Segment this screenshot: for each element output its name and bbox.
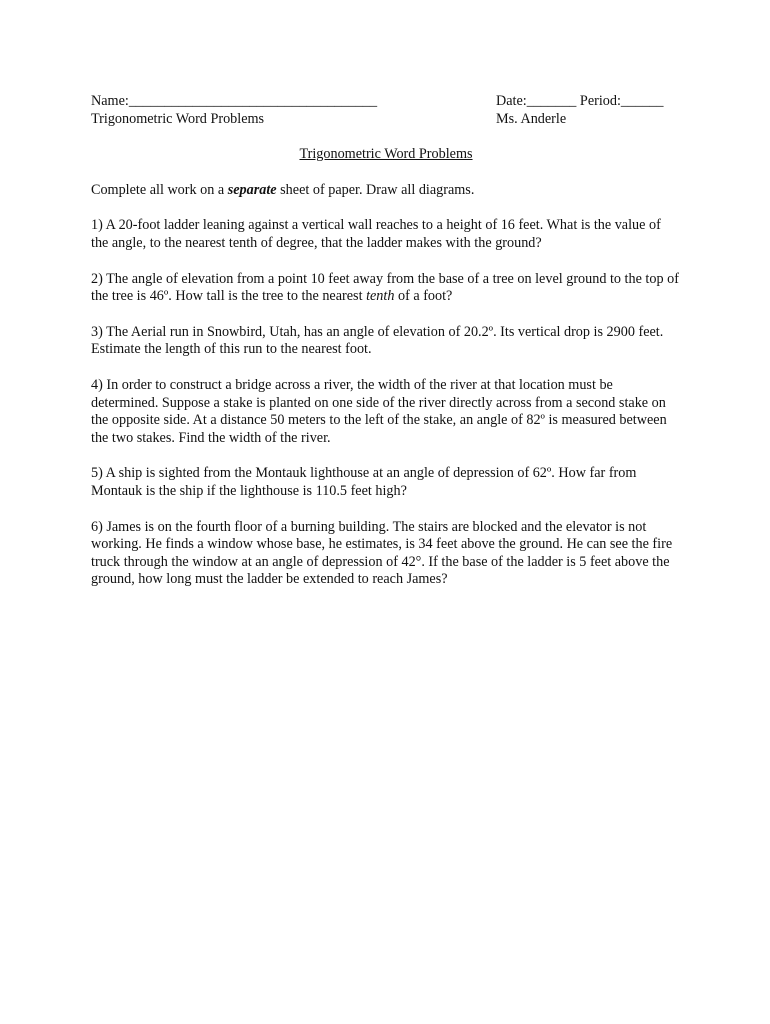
page-title-text: Trigonometric Word Problems [299, 146, 473, 163]
instructions-before: Complete all work on a [91, 181, 228, 198]
problem-5 [91, 465, 681, 500]
problem-text: 1) A 20-foot ladder leaning against a vertical wall reaches to a height of 16 feet. What is the value of the angle, to the nearest tenth of degree, that the ladder makes with the ground? [91, 217, 661, 251]
problem-text: 4) In order to construct a bridge across a river, the width of the river at that location must be determined. Suppose a stake is planted on one side of the river directly across from a second stake on the opposite side. At a distance 50 meters to the left of the stake, an angle of 82º is measured between the two stakes. Find the width of the river. [91, 376, 667, 446]
teacher-name: Ms. Anderle [496, 110, 567, 127]
instructions-emphasis: separate [227, 181, 277, 198]
problem-6 [91, 519, 681, 589]
problem-2-before: 2) The angle of elevation from a point 10 feet away from the base of a tree on level ground to the top of the tree is 46º. How tall is the tree to the nearest [91, 270, 679, 305]
problem-3 [91, 324, 681, 359]
problem-4 [91, 377, 681, 447]
page-title [91, 146, 681, 164]
name-field-label: Name:___________________________________ [91, 93, 378, 109]
problem-1 [91, 217, 681, 252]
problem-text: 5) A ship is sighted from the Montauk lighthouse at an angle of depression of 62º. How far from Montauk is the ship if the lighthouse is 110.5 feet high? [91, 465, 637, 499]
date-period-label: Date:_______ Period:______ [496, 93, 664, 109]
instructions-after: sheet of paper. Draw all diagrams. [276, 181, 475, 198]
instructions-text [91, 182, 681, 200]
instructions [91, 182, 681, 200]
problem-2-after: of a foot? [394, 288, 453, 305]
worksheet-page [91, 93, 681, 589]
problem-text: 3) The Aerial run in Snowbird, Utah, has an angle of elevation of 20.2º. Its vertical drop is 2900 feet. Estimate the length of this run to the nearest foot. [91, 323, 664, 358]
problem-text: 6) James is on the fourth floor of a burning building. The stairs are blocked and the elevator is not working. He finds a window whose base, he estimates, is 34 feet above the ground. He can see the fire truck through the window at an angle of depression of 42°. If the base of the ladder is 5 feet above the ground, how long must the ladder be extended to reach James? [91, 518, 673, 588]
problem-text [91, 271, 681, 306]
header-row-2 [91, 111, 681, 129]
problem-2 [91, 271, 681, 306]
header-row-1 [91, 93, 681, 111]
worksheet-subtitle: Trigonometric Word Problems [91, 110, 265, 127]
problem-2-emphasis: tenth [366, 288, 395, 305]
